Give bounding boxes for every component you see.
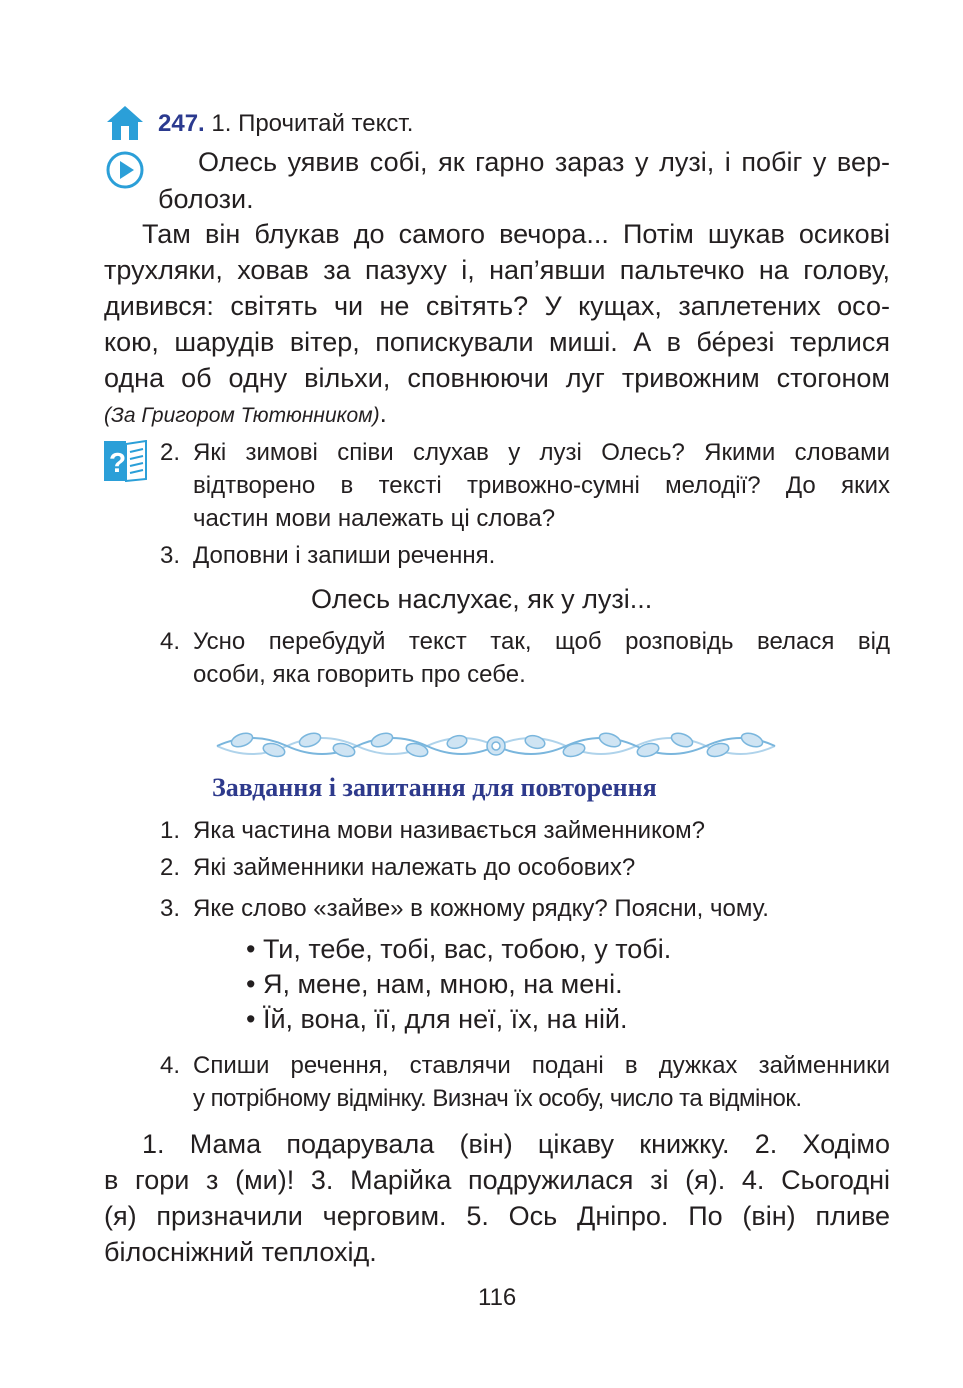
review-row-1: • Ти, тебе, тобі, вас, тобою, у тобі. xyxy=(246,934,672,964)
review-q3-number: 3. xyxy=(160,895,181,922)
text-line-4: трухляки, ховав за пазуху і, нап’явши пальтечко на голову, xyxy=(104,255,890,285)
task-4-line-2: особи, яка говорить про себе. xyxy=(193,661,526,688)
text-line-6: кою, шарудів вітер, попискували миші. А в бе́резі терлися xyxy=(104,327,890,357)
source-period: . xyxy=(379,398,387,428)
exercise-header xyxy=(158,108,413,140)
review-q4-line-2: у потрібному відмінку. Визнач їх особу, число та відмінок. xyxy=(193,1085,802,1112)
review-q2-number: 2. xyxy=(160,854,181,881)
review-q4-line-1: Спиши речення, ставлячи подані в дужках займенники xyxy=(193,1052,890,1079)
source-citation: (За Григором Тютюнником) xyxy=(104,404,380,427)
review-exercise-line-1: 1. Мама подарувала (він) цікаву книжку. 2. Ходімо xyxy=(142,1129,890,1159)
review-row-3: • Їй, вона, її, для неї, їх, на ній. xyxy=(246,1004,628,1034)
page-number: 116 xyxy=(478,1284,517,1311)
exercise-number: 247. xyxy=(158,110,205,137)
text-source xyxy=(104,398,387,431)
review-q4-number: 4. xyxy=(160,1052,181,1079)
task-4-line-1: Усно перебудуй текст так, щоб розповідь велася від xyxy=(193,628,890,655)
review-title: Завдання і запитання для повторення xyxy=(212,773,657,802)
question-book-icon xyxy=(103,440,147,482)
task-1: 1. Прочитай текст. xyxy=(211,110,414,137)
home-icon[interactable] xyxy=(105,104,145,142)
play-icon[interactable] xyxy=(105,150,145,190)
task-3-text: Доповни і запиши речення. xyxy=(193,542,496,569)
task-4-number: 4. xyxy=(160,628,181,655)
sentence-to-complete: Олесь наслухає, як у лузі... xyxy=(311,584,653,614)
review-exercise-line-2: в гори з (ми)! 3. Марійка подружилася зі (я). 4. Сьогодні xyxy=(104,1165,890,1195)
text-line-5: дивився: світять чи не світять? У кущах, заплетених осо- xyxy=(104,291,890,321)
text-line-1: Олесь уявив собі, як гарно зараз у лузі, і побіг у вер- xyxy=(198,147,890,177)
task-2-line-1: Які зимові співи слухав у лузі Олесь? Якими словами xyxy=(193,439,890,466)
review-exercise-line-4: білосніжний теплохід. xyxy=(104,1237,377,1267)
task-2-line-3: частин мови належать ці слова? xyxy=(193,505,556,532)
task-3-number: 3. xyxy=(160,542,181,569)
text-line-3: Там він блукав до самого вечора... Потім шукав осикові xyxy=(142,219,890,249)
task-2-line-2: відтворено в тексті тривожно-сумні мелодії? До яких xyxy=(193,472,890,499)
review-q1-number: 1. xyxy=(160,817,181,844)
svg-text:?: ? xyxy=(109,447,127,478)
floral-ornament xyxy=(212,726,780,766)
review-q1-text: Яка частина мови називається займенником? xyxy=(193,817,706,844)
text-line-2: болози. xyxy=(158,184,254,214)
text-line-7: одна об одну вільхи, сповнюючи луг тривожним стогоном xyxy=(104,363,890,393)
review-q2-text: Які займенники належать до особових? xyxy=(193,854,636,881)
review-row-2: • Я, мене, нам, мною, на мені. xyxy=(246,969,623,999)
review-exercise-line-3: (я) призначили черговим. 5. Ось Дніпро. По (він) пливе xyxy=(104,1201,890,1231)
task-2-number: 2. xyxy=(160,439,181,466)
review-q3-text: Яке слово «зайве» в кожному рядку? Поясни, чому. xyxy=(193,895,769,922)
